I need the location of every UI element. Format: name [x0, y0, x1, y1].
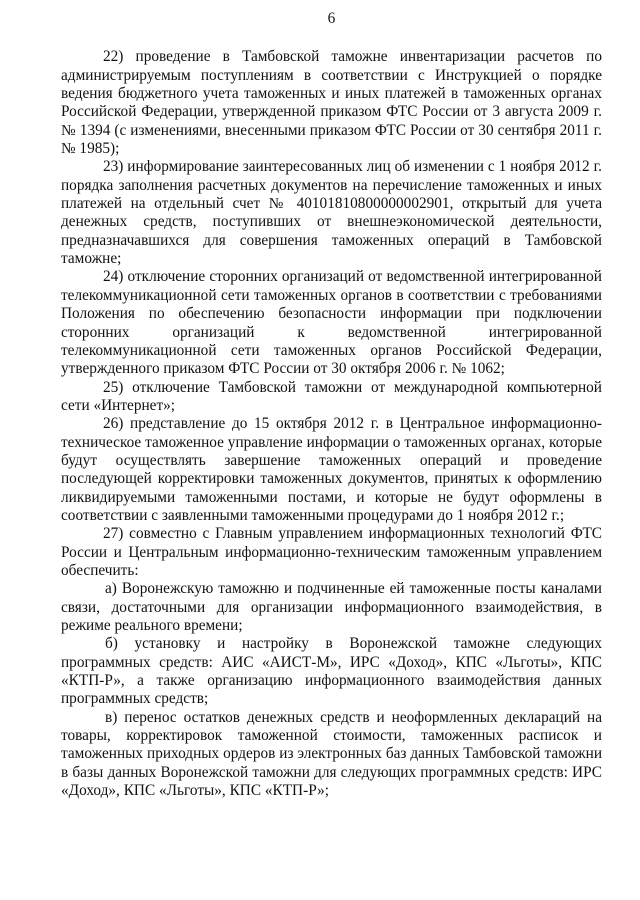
paragraph-item-24: 24) отключение сторонних организаций от ведомственной интегрированной телекоммуникационной сети таможенных органов в соответствии с требованиями Положения по обеспечению безопасности информации при подключении сторонних организаций к ведомственной интегрированной телекоммуникационной сети таможенных органов Российской Федерации, утвержденного приказом ФТС России от 30 октября 2006 г. № 1062;: [61, 268, 602, 378]
paragraph-item-22: 22) проведение в Тамбовской таможне инвентаризации расчетов по администрируемым поступлениям в соответствии с Инструкцией о порядке ведения бюджетного учета таможенных и иных платежей в таможенных органах Российской Федерации, утвержденной приказом ФТС России от 3 августа 2009 г. № 1394 (с изменениями, внесенными приказом ФТС России от 30 сентября 2011 г. № 1985);: [61, 48, 602, 158]
subitem-a: а) Воронежскую таможню и подчиненные ей таможенные посты каналами связи, достаточными для организации информационного взаимодействия, в режиме реального времени;: [61, 580, 602, 634]
paragraph-item-26: 26) представление до 15 октября 2012 г. в Центральное информационно-техническое таможенное управление информации о таможенных органах, которые будут осуществлять завершение таможенных операций и проведение последующей корректировки таможенных документов, принятых к оформлению ликвидируемыми таможенными постами, и которые не будут оформлены в соответствии с заявленными таможенными процедурами до 1 ноября 2012 г.;: [61, 415, 602, 524]
document-body: [61, 48, 602, 800]
paragraph-item-27: 27) совместно с Главным управлением информационных технологий ФТС России и Центральным информационно-техническим таможенным управлением обеспечить:: [61, 525, 602, 579]
paragraph-item-25: 25) отключение Тамбовской таможни от международной компьютерной сети «Интернет»;: [61, 378, 602, 414]
paragraph-item-23: 23) информирование заинтересованных лиц об изменении с 1 ноября 2012 г. порядка заполнения расчетных документов на перечисление таможенных и иных платежей на отдельный счет № 40101810800000002901, открытый для учета денежных средств, поступивших от внешнеэкономической деятельности, предназначавшихся для совершения таможенных операций в Тамбовской таможне;: [61, 158, 602, 268]
page-number: 6: [327, 10, 336, 27]
subitem-b: б) установку и настройку в Воронежской таможне следующих программных средств: АИС «АИСТ-М», ИРС «Доход», КПС «Льготы», КПС «КТП-Р», а также организацию информационного взаимодействия данных программных средств;: [61, 635, 602, 708]
subitem-v: в) перенос остатков денежных средств и неоформленных деклараций на товары, корректировок таможенной стоимости, таможенных расписок и таможенных приходных ордеров из электронных баз данных Тамбовской таможни в базы данных Воронежской таможни для следующих программных средств: ИРС «Доход», КПС «Льготы», КПС «КТП-Р»;: [61, 708, 602, 800]
